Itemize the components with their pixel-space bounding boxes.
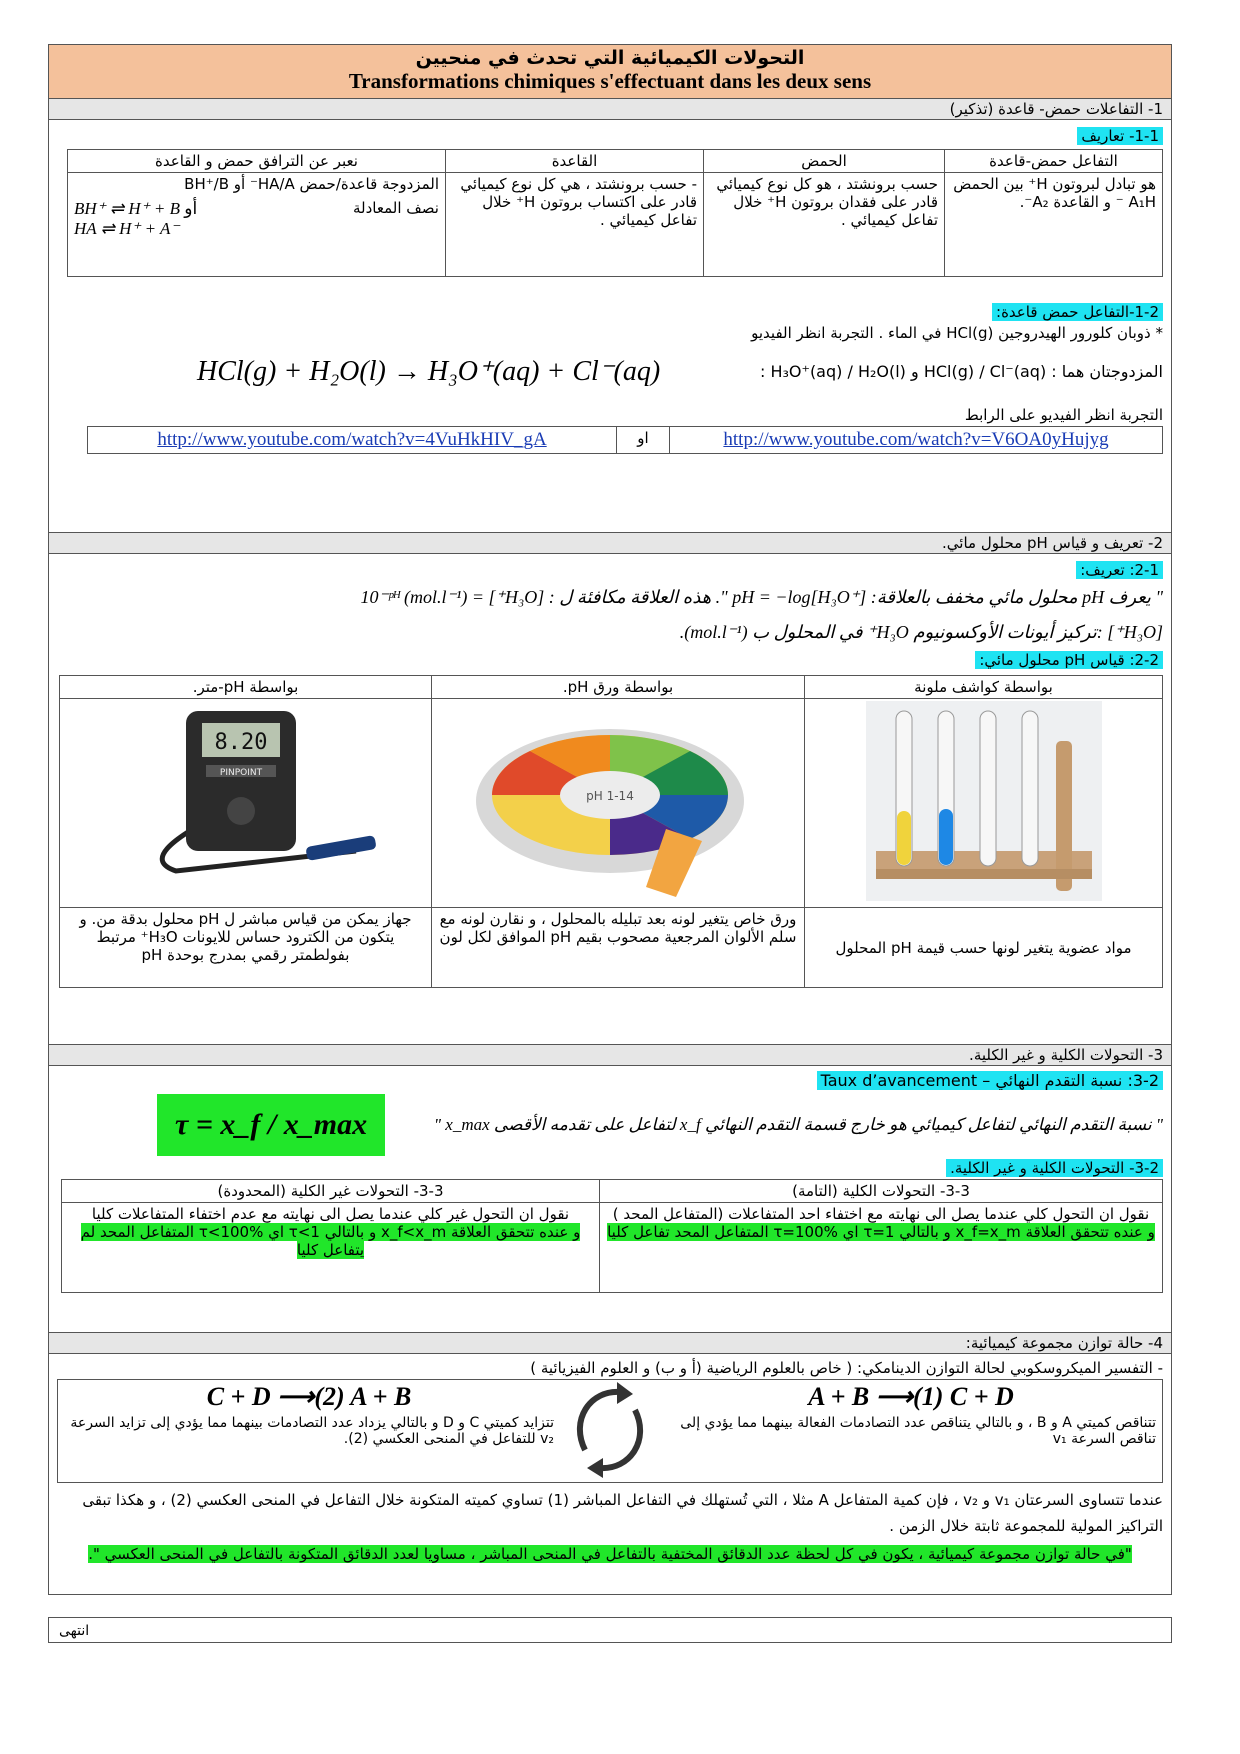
th-indicator: بواسطة كواشف ملونة <box>805 676 1163 699</box>
sub-2-2: 2-2: قياس pH محلول مائي: <box>975 651 1163 669</box>
sub-3-2: 3-2- التحولات الكلية و غير الكلية. <box>946 1159 1163 1177</box>
section-3-heading: 3- التحولات الكلية و غير الكلية. <box>48 1045 1172 1065</box>
links-table <box>87 426 1163 454</box>
section-4-heading: 4- حالة توازن مجموعة كيميائية: <box>48 1333 1172 1353</box>
reverse-text: تتزايد كميتي C و D و بالتالي يزداد عدد التصادمات بينهما مما يؤدي إلى تزايد السرعة v₂ للتفاعل في المنحى العكسي (2). <box>70 1415 554 1447</box>
forward-text: تتناقص كميتي A و B ، و بالتالي يتناقص عدد التصادمات الفعالة بينهما مما يؤدي إلى تناقص السرعة v₁ <box>680 1415 1156 1447</box>
half-eq-2: HA ⇌ H⁺ + A⁻ <box>74 219 180 238</box>
th-partial: 3-3- التحولات غير الكلية (المحدودة) <box>62 1180 600 1203</box>
desc-paper: ورق خاص يتغير لونه بعد تبليله بالمحلول ، و نقارن لونه مع سلم الألوان المرجعية مصحوب بقيم pH الموافق لكل لون <box>432 908 805 988</box>
th-paper: بواسطة ورق pH. <box>432 676 805 699</box>
video-link-1[interactable]: http://www.youtube.com/watch?v=V6OA0yHujyg <box>723 429 1109 450</box>
equilibrium-statement: "في حالة توازن مجموعة كيميائية ، يكون في كل لحظة عدد الدقائق المختفية بالتفاعل في المنحى المباشر ، مساويا لعدد الدقائق المتكونة بالتفاعل في المنحى العكسي ". <box>88 1545 1132 1563</box>
th-meter: بواسطة pH-متر. <box>60 676 432 699</box>
img-cell-meter <box>60 699 432 908</box>
sub-1-2: 1-2-التفاعل حمض قاعدة: <box>992 303 1163 321</box>
links-or: او <box>617 427 670 454</box>
forward-equation: A + B ⟶(1) C + D <box>808 1382 1014 1411</box>
hcl-line: * ذوبان كلورور الهيدروجين HCl(g) في الماء . التجربة انظر الفيديو <box>751 324 1163 342</box>
section-1-heading: 1- التفاعلات حمض- قاعدة (تذكير) <box>48 99 1172 119</box>
title-arabic: التحولات الكيميائية التي تحدث في منحيين <box>415 47 805 69</box>
sub-3-1: 3-2: نسبة التقدم النهائي – Taux d’avancement <box>817 1071 1163 1090</box>
ph-meter-image <box>106 701 386 901</box>
couple-text: المزدوجة قاعدة/حمض HA/A⁻ أو BH⁺/B <box>184 175 439 193</box>
transformations-table <box>61 1179 1163 1293</box>
section-2-heading: 2- تعريف و قياس pH محلول مائي. <box>48 533 1172 553</box>
desc-meter: جهاز يمكن من قياس مباشر ل pH محلول بدقة من. و يتكون من الكترود حساس للايونات H₃O⁺ مرتبط بفولطمتر رقمي بمدرج بوحدة pH <box>60 908 432 988</box>
test-tubes-image <box>866 701 1102 901</box>
desc-indicator: مواد عضوية يتغير لونها حسب قيمة pH المحلول <box>805 908 1163 988</box>
th-reaction: التفاعل حمض-قاعدة <box>945 150 1163 173</box>
section-2-box <box>48 553 1172 1045</box>
footer-box <box>48 1617 1172 1643</box>
paper-label: pH 1-14 <box>586 789 634 803</box>
total-green: و عنده تتحقق العلاقة x_f=x_m و بالتالي τ=1 اي τ=100% المتفاعل المحد تفاعل كليا <box>607 1223 1155 1241</box>
ph-paper-image <box>470 701 766 901</box>
sub-2-1: 2-1: تعريف: <box>1076 561 1163 579</box>
th-base: القاعدة <box>446 150 704 173</box>
td-reaction: هو تبادل لبروتون H⁺ بين الحمض A₁H ⁻ و القاعدة A₂⁻. <box>945 173 1163 277</box>
half-equation-label: نصف المعادلة <box>353 199 439 217</box>
total-text: نقول ان التحول كلي عندما يصل الى نهايته مع اختفاء احد المتفاعلات (المتفاعل المحد ) <box>612 1205 1150 1223</box>
th-acid: الحمض <box>704 150 945 173</box>
couples-line: المزدوجتان هما : HCl(g) / Cl⁻(aq) و H₃O⁺(aq) / H₂O(l) : <box>759 362 1163 381</box>
page-title <box>48 44 1172 99</box>
video-link-2[interactable]: http://www.youtube.com/watch?v=4VuHkHIV_gA <box>157 429 547 450</box>
or-label: أو <box>184 199 198 219</box>
partial-green: و عنده تتحقق العلاقة x_f<x_m و بالتالي τ<1 اي τ<100% المتفاعل المحد لم يتفاعل كليا <box>80 1223 581 1259</box>
equilibrium-box <box>57 1379 1163 1483</box>
tau-definition: " نسبة التقدم النهائي لتفاعل كيميائي هو خارج قسمة التقدم النهائي x_f لتفاعل على تقدمه الأقصى x_max " <box>433 1115 1163 1134</box>
hcl-equation: HCl(g) + H₂O(l) → H₃O⁺(aq) + Cl⁻(aq) <box>197 356 661 387</box>
sub-4-1: - التفسير الميكروسكوبي لحالة التوازن الدينامكي: ( خاص بالعلوم الرياضية (أ و ب) و العلوم الفيزيائية ) <box>530 1359 1163 1377</box>
td-couple <box>68 173 446 277</box>
th-total: 3-3- التحولات الكلية (التامة) <box>600 1180 1163 1203</box>
meter-display: 8.20 <box>214 730 267 755</box>
acid-base-table <box>67 149 1163 277</box>
cycle-arrows <box>560 1380 660 1482</box>
td-base: - حسب برونشتد ، هي كل نوع كيميائي قادر على اكتساب بروتون H⁺ خلال تفاعل كيميائي . <box>446 173 704 277</box>
h3o-definition: [H₃O⁺] :تركيز أيونات الأوكسونيوم H₃O⁺ في المحلول ب (mol.l⁻¹). <box>679 622 1163 642</box>
ph-measure-table <box>59 675 1163 988</box>
meter-brand: PINPOINT <box>219 768 262 778</box>
ph-definition: " يعرف pH محلول مائي مخفف بالعلاقة: pH = −log[H₃O⁺] ". هذه العلاقة مكافئة ل : [H₃O⁺] = 10⁻ᵖᴴ (mol.l⁻¹) <box>360 587 1163 607</box>
td-partial <box>62 1203 600 1293</box>
sub-1-1: 1-1- تعاريف <box>1077 127 1163 145</box>
reverse-equation: C + D ⟶(2) A + B <box>206 1382 412 1411</box>
video-line: التجربة انظر الفيديو على الرابط <box>964 406 1163 424</box>
section-4-box <box>48 1353 1172 1595</box>
footer-end: انتهى <box>59 1623 90 1639</box>
reverse-cell <box>58 1380 560 1482</box>
section-3-box <box>48 1065 1172 1333</box>
img-cell-paper <box>432 699 805 908</box>
title-french: Transformations chimiques s'effectuant dans les deux sens <box>348 69 872 93</box>
forward-cell <box>660 1380 1162 1482</box>
td-acid: حسب برونشتد ، هو كل نوع كيميائي قادر على فقدان بروتون H⁺ خلال تفاعل كيميائي . <box>704 173 945 277</box>
partial-text: نقول ان التحول غير كلي عندما يصل الى نهايته مع عدم اختفاء المتفاعلات كليا <box>91 1205 570 1223</box>
td-total <box>600 1203 1163 1293</box>
tau-formula: τ = x_f / x_max <box>157 1094 385 1156</box>
cycle-arrows-icon <box>565 1380 655 1480</box>
img-cell-indicator <box>805 699 1163 908</box>
section-1-box <box>48 119 1172 533</box>
half-eq-1: BH⁺ ⇌ H⁺ + B <box>74 199 180 218</box>
th-couple: نعبر عن الترافق حمض و القاعدة <box>68 150 446 173</box>
equilibrium-paragraph: عندما تتساوى السرعتان v₁ و v₂ ، فإن كمية المتفاعل A مثلا ، التي تُستهلك في التفاعل المباشر (1) تساوي كميته المتكونة خلال التفاعل في المنحى العكسي (2) ، و هكذا تبقى التراكيز المولية للمجموعة ثابتة خلال الزمن . <box>82 1491 1163 1535</box>
